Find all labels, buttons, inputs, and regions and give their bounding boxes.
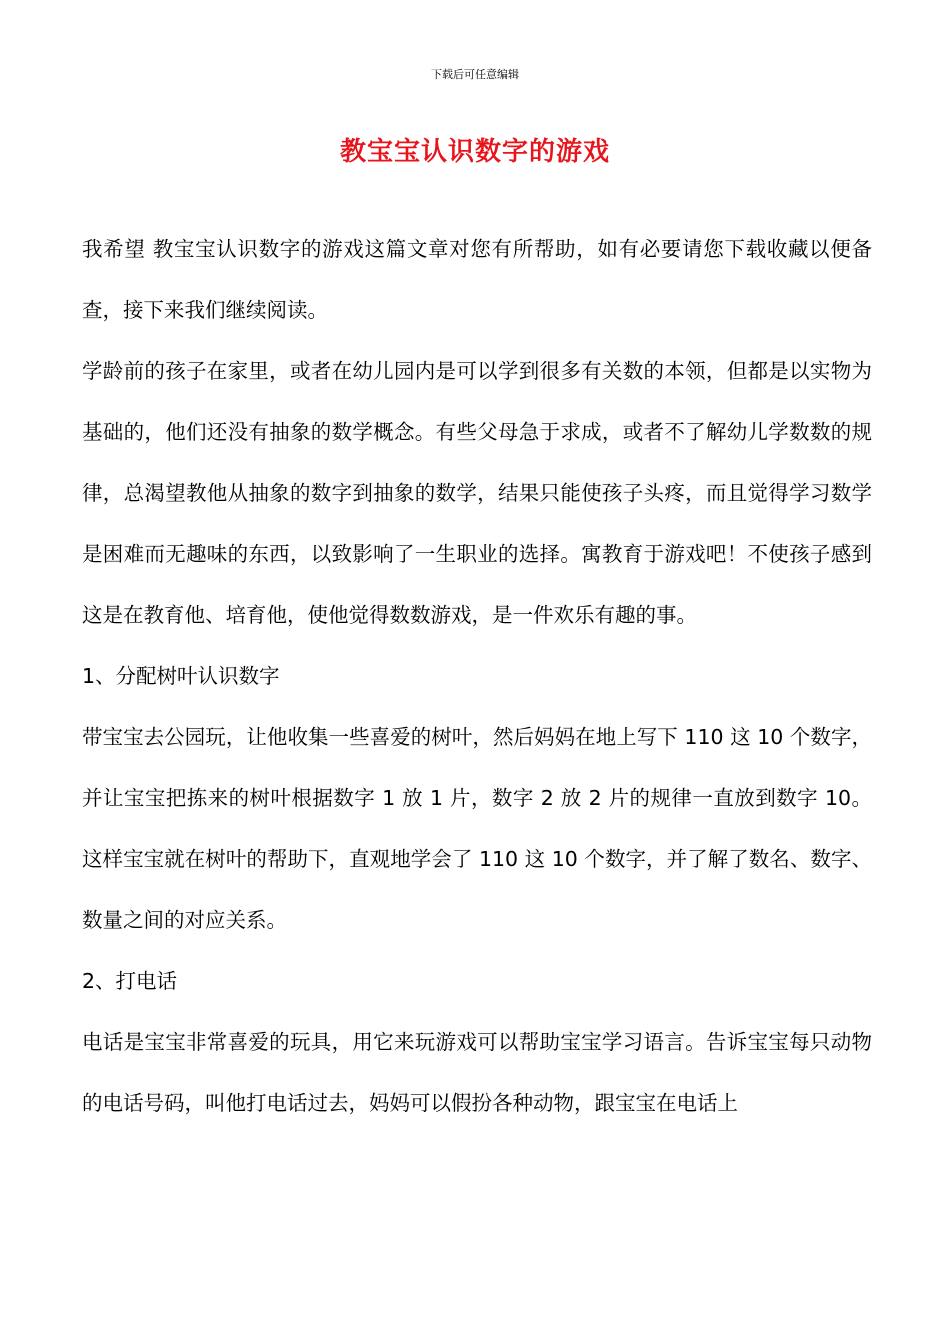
intro-paragraph: 我希望 教宝宝认识数字的游戏这篇文章对您有所帮助，如有必要请您下载收藏以便备查，接下来我们继续阅读。 — [82, 237, 872, 322]
body-paragraph: 学龄前的孩子在家里，或者在幼儿园内是可以学到很多有关数的本领，但都是以实物为基础的，他们还没有抽象的数学概念。有些父母急于求成，或者不了解幼儿学数数的规律，总渴望教他从抽象的数字到抽象的数学，结果只能使孩子头疼，而且觉得学习数学是困难而无趣味的东西，以致影响了一生职业的选择。寓教育于游戏吧！不使孩子感到这是在教育他、培育他，使他觉得数数游戏，是一件欢乐有趣的事。 — [82, 359, 872, 627]
section-heading-2: 2、打电话 — [82, 969, 178, 993]
section-heading-1: 1、分配树叶认识数字 — [82, 664, 280, 688]
document-title: 教宝宝认识数字的游戏 — [339, 137, 610, 167]
header-note: 下载后可任意编辑 — [431, 68, 519, 81]
document-body — [82, 219, 872, 1134]
section-text-2: 电话是宝宝非常喜爱的玩具，用它来玩游戏可以帮助宝宝学习语言。告诉宝宝每只动物的电话号码，叫他打电话过去，妈妈可以假扮各种动物，跟宝宝在电话上 — [82, 1030, 872, 1115]
section-text-1: 带宝宝去公园玩，让他收集一些喜爱的树叶，然后妈妈在地上写下 110 这 10 个数字，并让宝宝把拣来的树叶根据数字 1 放 1 片，数字 2 放 2 片的规律一直放到数字 10。这样宝宝就在树叶的帮助下，直观地学会了 110 这 10 个数字，并了解了数名、数字、数量之间的对应关系。 — [82, 725, 872, 932]
